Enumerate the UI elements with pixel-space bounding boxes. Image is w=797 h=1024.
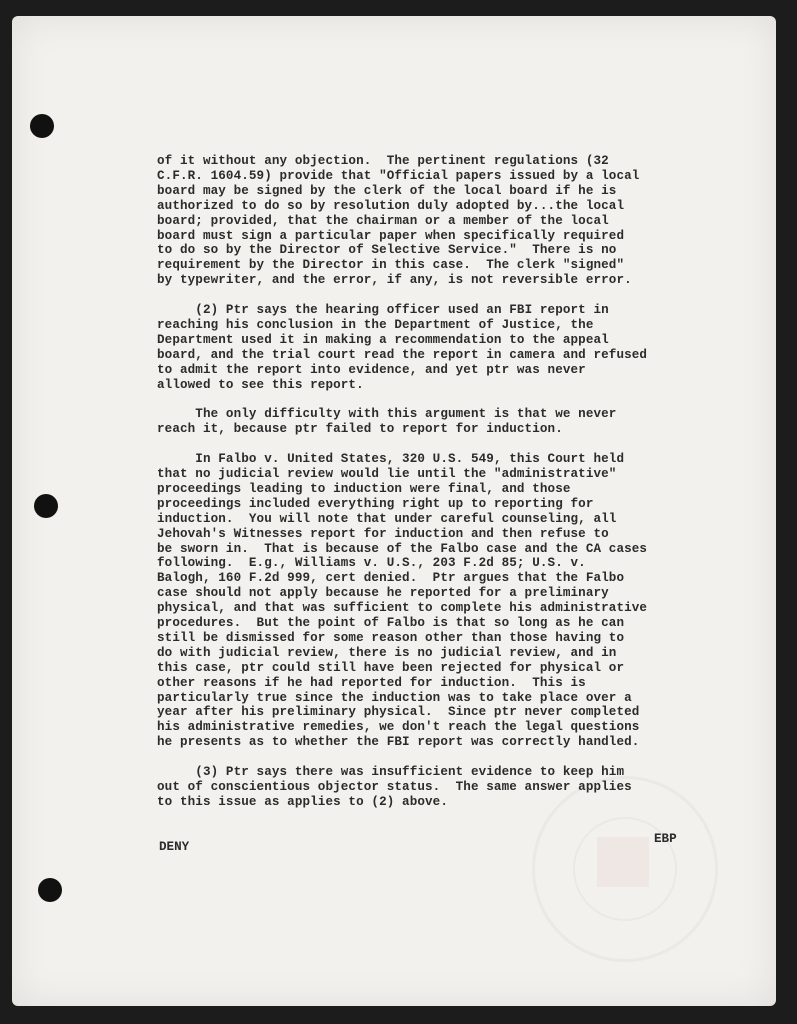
clerk-initials: EBP: [654, 832, 677, 846]
memo-body: [157, 154, 757, 825]
punch-hole: [30, 114, 54, 138]
memo-paragraph: of it without any objection. The pertinent regulations (32 C.F.R. 1604.59) provide that "Official papers issued by a local board may be signed by the clerk of the local board if he is authorized to do so by resolution duly adopted by...the local board; provided, that the chairman or a member of the local board must sign a particular paper when specifically required to do so by the Director of Selective Service." There is no requirement by the Director in this case. The clerk "signed" by typewriter, and the error, if any, is not reversible error.: [157, 154, 640, 288]
memo-paragraph: The only difficulty with this argument is that we never reach it, because ptr failed to report for induction.: [157, 407, 617, 437]
punch-hole: [34, 494, 58, 518]
punch-hole: [38, 878, 62, 902]
disposition: DENY: [159, 840, 190, 854]
memo-paragraph: (3) Ptr says there was insufficient evidence to keep him out of conscientious objector status. The same answer applies to this issue as applies to (2) above.: [157, 765, 632, 809]
memo-paragraph: (2) Ptr says the hearing officer used an FBI report in reaching his conclusion in the Department of Justice, the Department used it in making a recommendation to the appeal board, and the trial court read the report in camera and refused to admit the report into evidence, and yet ptr was never allowed to see this report.: [157, 303, 648, 392]
memo-paragraph: In Falbo v. United States, 320 U.S. 549, this Court held that no judicial review would lie until the "administrative" proceedings leading to induction were final, and those proceedings included everything right up to reporting for induction. You will note that under careful counseling, all Jehovah's Witnesses report for induction and then refuse to be sworn in. That is because of the Falbo case and the CA cases following. E.g., Williams v. U.S., 203 F.2d 85; U.S. v. Balogh, 160 F.2d 999, cert denied. Ptr argues that the Falbo case should not apply because he reported for a preliminary physical, and that was sufficient to complete his administrative procedures. But the point of Falbo is that so long as he can still be dismissed for some reason other than those having to do with judicial review, there is no judicial review, and in this case, ptr could still have been rejected for physical or other reasons if he had reported for induction. This is particularly true since the induction was to take place over a year after his preliminary physical. Since ptr never completed his administrative remedies, we don't reach the legal questions he presents as to whether the FBI report was correctly handled.: [157, 452, 648, 750]
